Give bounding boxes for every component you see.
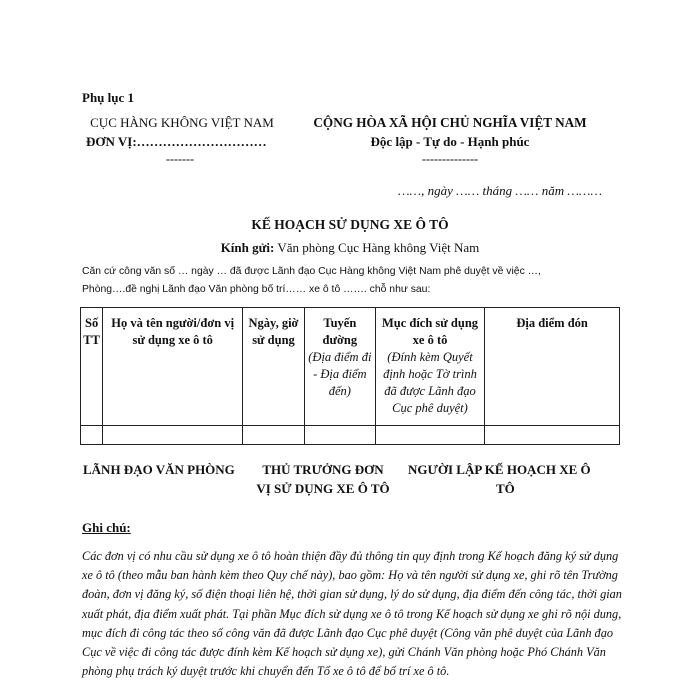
- table-cell: [485, 426, 620, 445]
- recipient-value: Văn phòng Cục Hàng không Việt Nam: [277, 240, 480, 255]
- agency-name: CỤC HÀNG KHÔNG VIỆT NAM: [90, 115, 274, 130]
- notes-body: Các đơn vị có nhu cầu sử dụng xe ô tô hoàn thiện đầy đủ thông tin quy định trong Kế hoạch đăng ký sử dụng xe ô tô (theo mẫu ban hành kèm theo Quy chế này), bao gồm: Họ và tên người sử dụng xe, ghi rõ tên Trường đoàn, đơn vị đăng ký, số điện thoại liên hệ, thời gian sử dụng, lý do sử dụng, địa điểm đến công tác, thời gian xuất phát, địa điểm xuất phát. Tại phần Mục đích sử dụng xe ô tô trong Kế hoạch sử dụng xe ghi rõ nội dung, mục đích đi công tác theo số công văn đã được Lãnh đạo Cục phê duyệt (Công văn phê duyệt của Lãnh đạo Cục về việc đi công tác được đính kèm Kế hoạch sử dụng xe), gửi Chánh Văn phòng hoặc Phó Chánh Văn phòng phụ trách ký duyệt trước khi chuyển đến Tổ xe ô tô để bố trí xe ô tô.: [82, 549, 622, 679]
- notes-heading: Ghi chú:: [82, 520, 131, 535]
- nation-name: CỘNG HÒA XÃ HỘI CHỦ NGHĨA VIỆT NAM: [313, 115, 587, 130]
- col-stt-label: Số TT: [83, 316, 100, 347]
- unit-label: ĐƠN VỊ:…………………………: [86, 134, 267, 149]
- col-user-header: [103, 308, 243, 426]
- table-row: [81, 426, 620, 445]
- col-purpose-header: [375, 308, 484, 426]
- agency-underline: -------: [166, 152, 194, 166]
- table-cell: [243, 426, 305, 445]
- table-cell: [375, 426, 484, 445]
- signature-planner-line1: NGƯỜI LẬP KẾ HOẠCH XE Ô: [408, 462, 591, 477]
- col-stt-header: [81, 308, 103, 426]
- appendix-label: Phụ lục 1: [82, 90, 135, 105]
- table-cell: [103, 426, 243, 445]
- col-datetime-label: Ngày, giờ sử dụng: [248, 316, 299, 347]
- col-datetime-header: [243, 308, 305, 426]
- table-cell: [81, 426, 103, 445]
- recipient-line: [0, 240, 700, 256]
- nation-underline: --------------: [422, 152, 478, 166]
- date-line: ……, ngày …… tháng …… năm ………: [398, 183, 603, 198]
- table-cell: [304, 426, 375, 445]
- col-route-label: Tuyến đường: [322, 316, 358, 347]
- recipient-label: Kính gửi:: [220, 240, 275, 255]
- signature-planner-line2: TÔ: [496, 481, 515, 496]
- col-user-label: Họ và tên người/đơn vị sử dụng xe ô tô: [111, 316, 235, 347]
- signature-unit-head-line2: VỊ SỬ DỤNG XE Ô TÔ: [256, 481, 390, 496]
- document-title: KẾ HOẠCH SỬ DỤNG XE Ô TÔ: [251, 217, 449, 232]
- col-route-header: [304, 308, 375, 426]
- col-pickup-label: Địa điểm đón: [516, 316, 588, 330]
- signature-office-leader: LÃNH ĐẠO VĂN PHÒNG: [83, 462, 235, 477]
- col-route-note: (Địa điểm đi - Địa điểm đến): [308, 350, 372, 398]
- col-purpose-label: Mục đích sử dụng xe ô tô: [381, 316, 479, 347]
- vehicle-plan-table: [80, 307, 620, 445]
- col-pickup-header: [485, 308, 620, 426]
- table-header-row: [81, 308, 620, 426]
- signature-unit-head-line1: THỦ TRƯỞNG ĐƠN: [262, 462, 384, 477]
- intro-line-1: Căn cứ công văn số … ngày … đã được Lãnh đạo Cục Hàng không Việt Nam phê duyệt về việc …,: [82, 266, 541, 277]
- nation-motto: Độc lập - Tự do - Hạnh phúc: [370, 134, 530, 149]
- intro-line-2: Phòng….đề nghị Lãnh đạo Văn phòng bố trí…… xe ô tô ……. chỗ như sau:: [82, 284, 431, 295]
- col-purpose-note: (Đính kèm Quyết định hoặc Tờ trình đã được Lãnh đạo Cục phê duyệt): [383, 350, 477, 415]
